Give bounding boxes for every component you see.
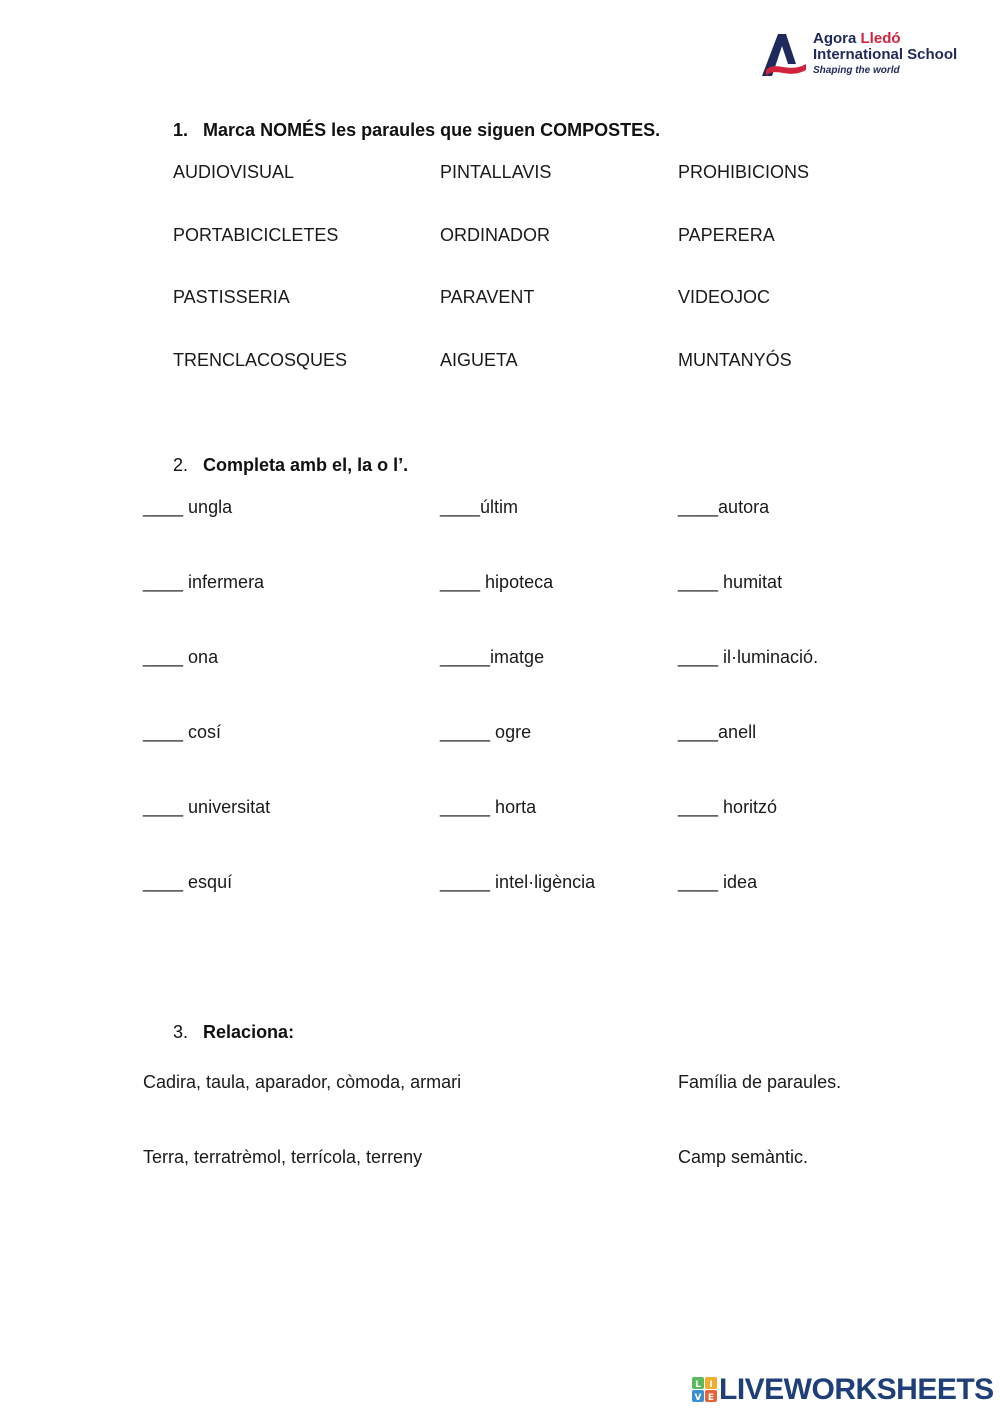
article-blank-item[interactable]: ____ il·luminació. xyxy=(678,647,819,667)
article-blank-item[interactable]: _____ intel·ligència xyxy=(440,872,596,892)
compound-word-option[interactable]: PAPERERA xyxy=(678,225,775,245)
compound-word-option[interactable]: AIGUETA xyxy=(440,350,518,370)
compound-word-option[interactable]: MUNTANYÓS xyxy=(678,350,792,370)
liveworksheets-footer xyxy=(692,1373,992,1407)
article-blank-item[interactable]: ____ humitat xyxy=(678,572,783,592)
section1-number: 1. xyxy=(173,120,189,140)
match-right-item[interactable]: Família de paraules. xyxy=(678,1072,842,1092)
logo-subtitle: International School xyxy=(813,46,958,63)
section1-instruction: Marca NOMÉS les paraules que siguen COMPOSTES. xyxy=(203,120,661,140)
compound-word-option[interactable]: VIDEOJOC xyxy=(678,287,771,307)
article-blank-item[interactable]: _____ ogre xyxy=(440,722,532,742)
logo-tile-letter-l: L xyxy=(695,1380,701,1390)
article-blank-item[interactable]: ____ cosí xyxy=(143,722,222,742)
article-blank-item[interactable]: _____ horta xyxy=(440,797,537,817)
logo-tagline: Shaping the world xyxy=(813,65,900,76)
article-blank-item[interactable]: ____ infermera xyxy=(143,572,265,592)
article-blank-item[interactable]: _____imatge xyxy=(440,647,545,667)
section2-heading xyxy=(173,455,408,476)
school-logo xyxy=(758,30,958,80)
compound-word-option[interactable]: AUDIOVISUAL xyxy=(173,162,295,182)
compound-word-option[interactable]: PROHIBICIONS xyxy=(678,162,810,182)
compound-word-option[interactable]: PORTABICICLETES xyxy=(173,225,339,245)
article-blank-item[interactable]: ____ idea xyxy=(678,872,758,892)
article-blank-item[interactable]: ____ horitzó xyxy=(678,797,778,817)
article-blank-item[interactable]: ____ ona xyxy=(143,647,219,667)
liveworksheets-logo-icon xyxy=(692,1377,718,1403)
logo-tile-letter-e: E xyxy=(707,1393,715,1403)
compound-word-option[interactable]: TRENCLACOSQUES xyxy=(173,350,348,370)
section3-number: 3. xyxy=(173,1022,189,1042)
logo-name: Agora Lledó xyxy=(813,30,901,47)
article-blank-item[interactable]: ____ esquí xyxy=(143,872,233,892)
section3-heading xyxy=(173,1022,294,1043)
compound-word-option[interactable]: PINTALLAVIS xyxy=(440,162,552,182)
match-left-item[interactable]: Cadira, taula, aparador, còmoda, armari xyxy=(143,1072,462,1092)
section1-heading xyxy=(173,120,660,141)
logo-tile-letter-i: I xyxy=(709,1380,713,1390)
logo-tile-letter-v: V xyxy=(694,1393,702,1403)
section2-number: 2. xyxy=(173,455,189,475)
match-right-item[interactable]: Camp semàntic. xyxy=(678,1147,809,1167)
compound-word-option[interactable]: PARAVENT xyxy=(440,287,535,307)
article-blank-item[interactable]: ____anell xyxy=(678,722,757,742)
section3-instruction: Relaciona: xyxy=(203,1022,295,1042)
compound-word-option[interactable]: PASTISSERIA xyxy=(173,287,290,307)
compound-word-option[interactable]: ORDINADOR xyxy=(440,225,551,245)
section2-instruction: Completa amb el, la o l’. xyxy=(203,455,409,475)
liveworksheets-brand: LIVEWORKSHEETS xyxy=(719,1373,994,1406)
article-blank-item[interactable]: ____autora xyxy=(678,497,770,517)
article-blank-item[interactable]: ____ universitat xyxy=(143,797,271,817)
article-blank-item[interactable]: ____últim xyxy=(440,497,519,517)
school-logo-emblem-icon xyxy=(758,30,808,80)
article-blank-item[interactable]: ____ ungla xyxy=(143,497,233,517)
match-left-item[interactable]: Terra, terratrèmol, terrícola, terreny xyxy=(143,1147,423,1167)
article-blank-item[interactable]: ____ hipoteca xyxy=(440,572,554,592)
